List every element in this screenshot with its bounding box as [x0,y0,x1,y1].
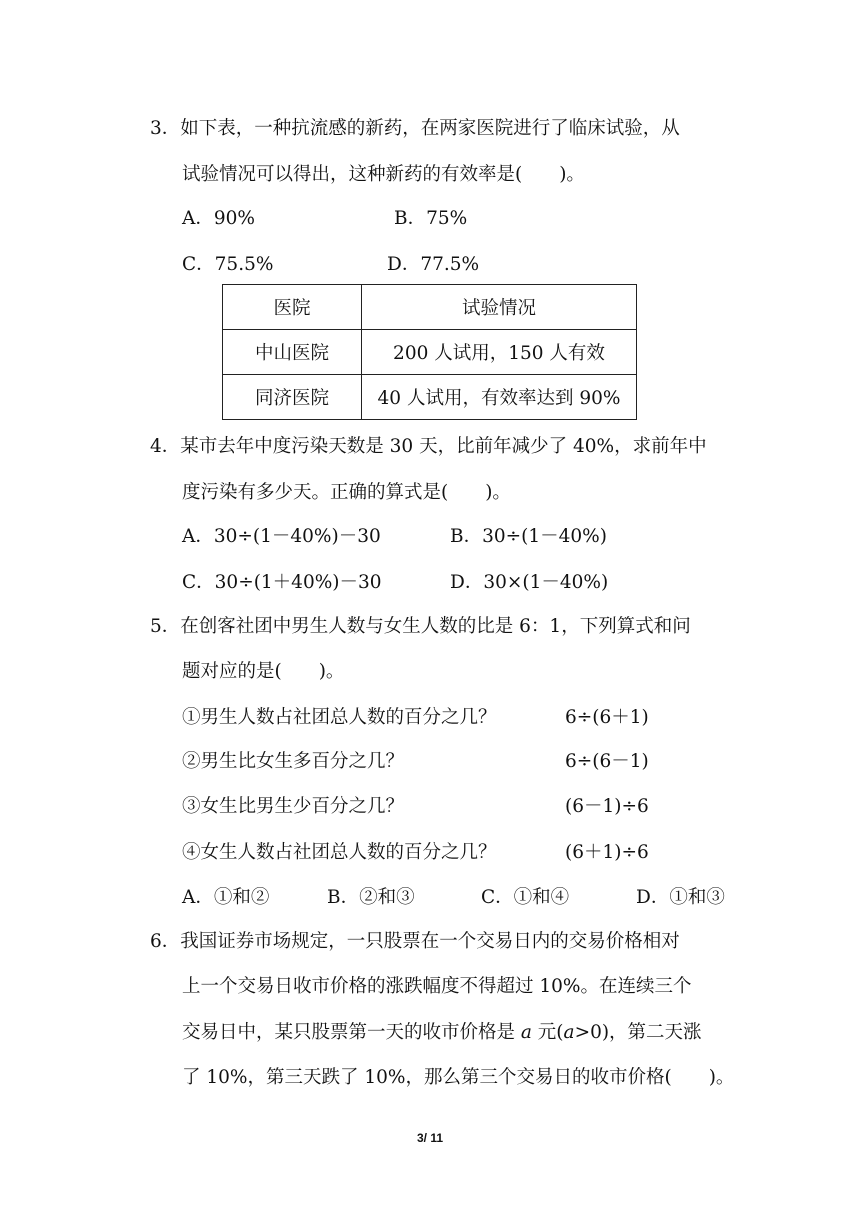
q6-stem-line2: 上一个交易日收市价格的涨跌幅度不得超过 10%。在连续三个 [182,976,692,997]
q5-option-c: C．①和④ [481,887,570,908]
q5-item-formula: 6÷(6－1) [565,751,649,772]
q5-stem-line2: 题对应的是( )。 [182,661,345,682]
q6-line3-part-a: 交易日中，某只股票第一天的收市价格是 [182,1022,521,1043]
q6-variable-a: a [520,1022,532,1043]
page-number: 3/ 11 [416,1131,444,1145]
q5-item-question: ③女生比男生少百分之几？ [182,796,405,817]
q4-option-c: C．30÷(1＋40%)－30 [182,572,382,593]
q4-option-d: D．30×(1－40%) [450,572,609,593]
q3-option-a: A．90% [182,208,255,229]
header-hospital: 医院 [223,285,362,330]
q5-item-question: ②男生比女生多百分之几？ [182,751,405,772]
q5-option-a: A．①和② [182,887,270,908]
trial-table [222,284,637,420]
q5-item-question: ①男生人数占社团总人数的百分之几？ [182,707,497,728]
q6-line3-part-c: >0)，第二天涨 [574,1022,702,1043]
q5-option-b: B．②和③ [327,887,415,908]
q5-stem-line1: 5．在创客社团中男生人数与女生人数的比是 6：1，下列算式和问 [150,616,691,637]
q4-stem-line2: 度污染有多少天。正确的算式是( )。 [182,482,511,503]
q5-item-question: ④女生人数占社团总人数的百分之几？ [182,842,497,863]
q5-item-formula: 6÷(6＋1) [565,707,649,728]
q4-option-b: B．30÷(1－40%) [450,526,607,547]
q3-option-c: C．75.5% [182,254,274,275]
q5-item-formula: (6－1)÷6 [565,796,649,817]
q6-variable-a-2: a [563,1022,575,1043]
q5-option-d: D．①和③ [636,887,725,908]
cell-trial: 200 人试用，150 人有效 [362,330,637,375]
cell-trial: 40 人试用，有效率达到 90% [362,375,637,420]
q6-stem-line3 [182,1021,702,1045]
cell-hospital: 中山医院 [223,330,362,375]
table-row [223,375,637,420]
q3-option-b: B．75% [394,208,468,229]
header-trial: 试验情况 [362,285,637,330]
q4-stem-line1: 4．某市去年中度污染天数是 30 天，比前年减少了 40%，求前年中 [150,436,707,457]
table-row [223,330,637,375]
cell-hospital: 同济医院 [223,375,362,420]
q4-option-a: A．30÷(1－40%)－30 [182,526,381,547]
q3-option-d: D．77.5% [387,254,480,275]
table-header-row [223,285,637,330]
q3-stem-line1: 3．如下表，一种抗流感的新药，在两家医院进行了临床试验，从 [150,118,680,139]
q6-stem-line1: 6．我国证券市场规定，一只股票在一个交易日内的交易价格相对 [150,931,680,952]
q5-item-formula: (6＋1)÷6 [565,842,649,863]
q3-stem-line2: 试验情况可以得出，这种新药的有效率是( )。 [182,164,585,185]
q6-line3-part-b: 元( [531,1022,564,1043]
q6-stem-line4: 了 10%，第三天跌了 10%，那么第三个交易日的收市价格( )。 [182,1067,735,1088]
